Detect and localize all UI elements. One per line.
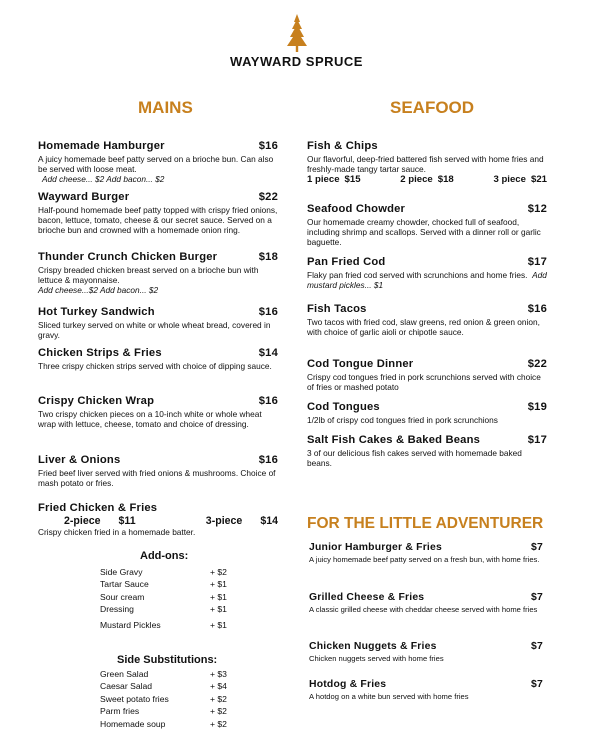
spruce-tree-icon <box>286 14 308 52</box>
piece-label: 2 piece <box>400 174 433 186</box>
piece-option <box>307 175 361 185</box>
addon-price: + $2 <box>210 567 227 577</box>
substitution-row <box>100 680 250 692</box>
item-price: $7 <box>531 592 543 603</box>
item-name: Salt Fish Cakes & Baked Beans <box>307 434 481 446</box>
menu-item <box>38 454 278 488</box>
addon-name: Side Gravy <box>100 567 143 577</box>
menu-item <box>307 401 547 425</box>
item-name: Grilled Cheese & Fries <box>309 592 425 603</box>
item-name: Chicken Strips & Fries <box>38 347 162 359</box>
piece-label: 2-piece <box>64 515 101 527</box>
piece-price: $21 <box>530 174 547 186</box>
addon-price: + $1 <box>210 619 227 630</box>
addons-list <box>100 566 250 631</box>
item-desc: A juicy homemade beef patty served on a brioche bun. Can also be served with loose meat. <box>38 154 274 175</box>
item-name: Thunder Crunch Chicken Burger <box>38 251 218 263</box>
piece-price: $18 <box>437 174 454 186</box>
piece-label: 3-piece <box>205 515 243 527</box>
substitution-row <box>100 668 250 680</box>
menu-item <box>38 395 278 429</box>
item-addon: Add mustard pickles... $1 <box>307 270 547 291</box>
addon-row <box>100 591 250 603</box>
addon-price: + $1 <box>210 604 227 615</box>
piece-label: 1 piece <box>307 174 340 186</box>
substitution-name: Caesar Salad <box>100 681 153 692</box>
substitution-row <box>100 718 250 730</box>
addon-price: + $1 <box>210 591 227 602</box>
mains-title: MAINS <box>138 98 193 117</box>
menu-item <box>307 303 547 337</box>
substitution-row <box>100 693 250 705</box>
item-name: Hot Turkey Sandwich <box>38 306 155 318</box>
item-desc: Two crispy chicken pieces on a 10-inch white or whole wheat wrap with lettuce, cheese, tomato and choice of dressing. <box>38 409 262 430</box>
menu-item <box>38 140 278 185</box>
item-name: Seafood Chowder <box>307 203 406 215</box>
substitution-price: + $2 <box>210 718 227 729</box>
item-desc: A hotdog on a white bun served with home fries <box>309 692 469 701</box>
item-desc-text: Flaky pan fried cod served with scrunchions and home fries. <box>307 270 528 280</box>
piece-option <box>206 516 278 526</box>
menu-item <box>309 592 543 614</box>
item-pieces <box>38 516 278 526</box>
substitution-price: + $2 <box>210 693 227 704</box>
item-desc: Chicken nuggets served with home fries <box>309 654 444 663</box>
item-desc: Crispy chicken fried in a homemade batter. <box>38 527 196 538</box>
addon-name: Dressing <box>100 604 134 615</box>
item-desc: A juicy homemade beef patty served on a fresh bun, with home fries. <box>309 555 540 564</box>
item-desc: Half-pound homemade beef patty topped with crispy fried onions, bacon, lettuce, tomato, cheese & our secret sauce. Served on a brioche bun and crowned with a homemade onion ring. <box>38 205 278 236</box>
substitutions-title: Side Substitutions: <box>117 654 218 666</box>
piece-option <box>64 516 154 526</box>
item-desc <box>307 270 547 290</box>
item-addon: Add cheese... $2 Add bacon... $2 <box>42 174 165 185</box>
piece-option <box>493 175 547 185</box>
item-pieces <box>307 175 547 185</box>
substitution-price: + $4 <box>210 681 227 692</box>
addon-row <box>100 566 250 578</box>
item-name: Chicken Nuggets & Fries <box>309 641 437 652</box>
item-name: Fish Tacos <box>307 303 367 315</box>
menu-item <box>38 306 278 340</box>
item-price: $14 <box>258 347 278 359</box>
item-price: $19 <box>527 401 547 413</box>
item-desc: Two tacos with fried cod, slaw greens, red onion & green onion, with choice of garlic aioli or chipotle sauce. <box>307 317 540 338</box>
substitutions-list <box>100 668 250 730</box>
substitution-name: Homemade soup <box>100 718 166 729</box>
menu-item <box>309 641 543 663</box>
piece-price: $14 <box>260 515 278 527</box>
item-name: Fish & Chips <box>307 140 378 152</box>
menu-item <box>307 256 547 290</box>
menu-item <box>307 203 547 248</box>
item-price: $22 <box>258 191 278 203</box>
item-desc: Our flavorful, deep-fried battered fish served with home fries and freshly-made tangy tartar sauce. <box>307 154 544 175</box>
addon-name: Mustard Pickles <box>100 619 161 630</box>
menu-item <box>307 358 547 392</box>
item-price: $22 <box>527 358 547 370</box>
item-name: Hotdog & Fries <box>309 679 387 690</box>
item-desc: Three crispy chicken strips served with choice of dipping sauce. <box>38 361 272 371</box>
item-price: $7 <box>531 679 543 690</box>
item-desc: 3 of our delicious fish cakes served with homemade baked beans. <box>307 448 522 469</box>
item-addon: Add cheese...$2 Add bacon... $2 <box>38 285 159 296</box>
item-price: $7 <box>531 542 543 553</box>
item-desc: Fried beef liver served with fried onions & mushrooms. Choice of mash potato or fries. <box>38 468 276 489</box>
piece-option <box>400 175 454 185</box>
menu-item <box>38 347 278 371</box>
item-name: Homemade Hamburger <box>38 140 165 152</box>
seafood-title: SEAFOOD <box>390 98 475 117</box>
item-price: $12 <box>527 203 547 215</box>
item-price: $17 <box>527 434 547 446</box>
piece-price: $15 <box>344 174 361 186</box>
item-price: $7 <box>531 641 543 652</box>
piece-price: $11 <box>118 515 136 527</box>
item-price: $16 <box>527 303 547 315</box>
addon-name: Sour cream <box>100 591 145 602</box>
item-name: Pan Fried Cod <box>307 256 386 268</box>
brand-logo <box>0 14 593 69</box>
piece-label: 3 piece <box>493 174 526 186</box>
menu-item <box>38 191 278 236</box>
menu-item <box>309 679 543 701</box>
menu-item <box>309 542 543 564</box>
menu-item <box>38 251 278 296</box>
item-desc: Crispy cod tongues fried in pork scrunchions served with choice of fries or mashed potato <box>307 372 541 393</box>
item-price: $16 <box>258 306 278 318</box>
substitution-name: Sweet potato fries <box>100 693 169 704</box>
item-name: Fried Chicken & Fries <box>38 502 158 514</box>
item-name: Junior Hamburger & Fries <box>309 542 442 553</box>
menu-item <box>38 502 278 537</box>
addon-row <box>100 619 250 631</box>
item-name: Liver & Onions <box>38 454 121 466</box>
item-desc: Our homemade creamy chowder, chocked full of seafood, including shrimp and scallops. Served with a dinner roll or garlic baguette. <box>307 217 541 248</box>
substitution-name: Parm fries <box>100 706 140 717</box>
substitution-price: + $3 <box>210 669 227 679</box>
kids-title: FOR THE LITTLE ADVENTURER <box>307 515 544 532</box>
menu-item <box>307 140 547 186</box>
menu-item <box>307 434 547 468</box>
item-name: Cod Tongues <box>307 401 380 413</box>
item-price: $16 <box>258 140 278 152</box>
item-desc: A classic grilled cheese with cheddar cheese served with home fries <box>309 605 538 614</box>
item-price: $18 <box>258 251 278 263</box>
item-name: Wayward Burger <box>38 191 130 203</box>
substitution-row <box>100 705 250 717</box>
addon-row <box>100 603 250 615</box>
substitution-price: + $2 <box>210 706 227 717</box>
item-price: $16 <box>258 395 278 407</box>
addon-price: + $1 <box>210 579 227 590</box>
addon-row <box>100 578 250 590</box>
item-desc: Crispy breaded chicken breast served on a brioche bun with lettuce & mayonnaise. <box>38 265 259 286</box>
addon-name: Tartar Sauce <box>100 579 149 590</box>
item-price: $17 <box>527 256 547 268</box>
item-desc: Sliced turkey served on white or whole wheat bread, covered in gravy. <box>38 320 271 341</box>
item-name: Crispy Chicken Wrap <box>38 395 155 407</box>
addons-title: Add-ons: <box>140 550 189 562</box>
substitution-name: Green Salad <box>100 669 149 679</box>
brand-name: WAYWARD SPRUCE <box>230 54 363 69</box>
item-price: $16 <box>258 454 278 466</box>
item-name: Cod Tongue Dinner <box>307 358 414 370</box>
item-desc: 1/2lb of crispy cod tongues fried in pork scrunchions <box>307 415 498 425</box>
